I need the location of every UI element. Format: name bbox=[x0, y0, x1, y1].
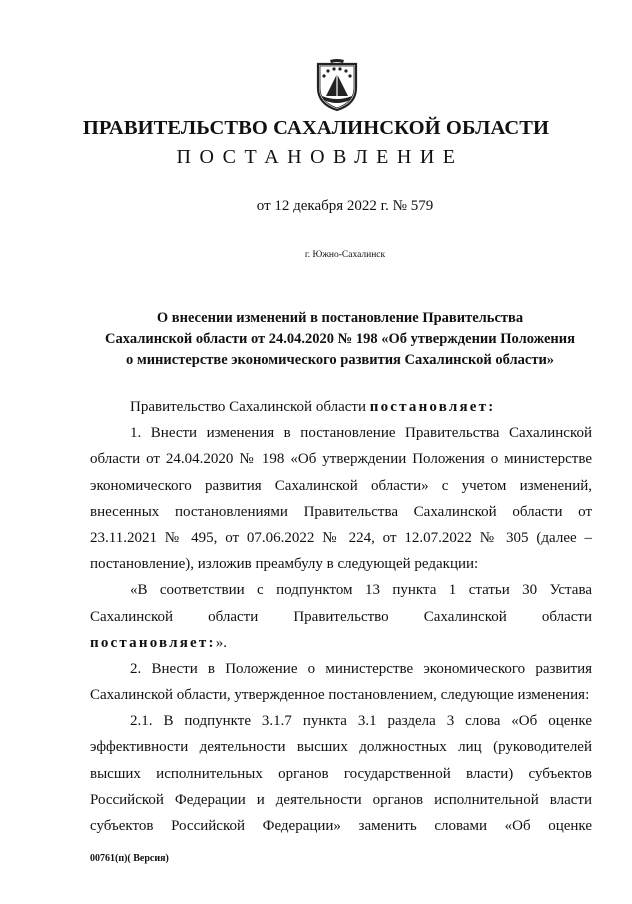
document-date-number: от 12 декабря 2022 г. № 579 bbox=[256, 198, 434, 214]
subject-line: Сахалинской области от 24.04.2020 № 198 «Об утверждении Положения bbox=[105, 331, 575, 347]
paragraph-line: экономического развития Сахалинской области» с учетом изменений, bbox=[90, 477, 592, 494]
quote-line: «В соответствии с подпунктом 13 пункта 1 статьи 30 Устава bbox=[130, 582, 592, 599]
paragraph-line: 2.1. В подпункте 3.1.7 пункта 3.1 раздела 3 слова «Об оценке bbox=[130, 713, 592, 730]
document-city: г. Южно-Сахалинск bbox=[304, 250, 386, 260]
sakhalin-coat-of-arms-icon bbox=[314, 58, 360, 112]
quote-decree: постановляет: bbox=[90, 634, 216, 651]
paragraph-line: постановление), изложив преамбулу в следующей редакции: bbox=[90, 556, 479, 573]
paragraph-line: высших исполнительных органов государственной власти) субъектов bbox=[90, 765, 592, 782]
quote-line: Сахалинской области Правительство Сахалинской области bbox=[90, 608, 592, 625]
paragraph-line: субъектов Российской Федерации» заменить словами «Об оценке bbox=[90, 818, 592, 834]
paragraph-line: 2. Внести в Положение о министерстве экономического развития bbox=[130, 660, 592, 677]
quote-decree-line bbox=[90, 630, 592, 656]
paragraph-line: области от 24.04.2020 № 198 «Об утверждении Положения о министерстве bbox=[90, 451, 592, 468]
preamble-decree: постановляет: bbox=[369, 399, 496, 415]
quote-end: ». bbox=[215, 634, 227, 651]
paragraph-line: 23.11.2021 № 495, от 07.06.2022 № 224, от 12.07.2022 № 305 (далее – bbox=[90, 529, 592, 546]
subject-line: О внесении изменений в постановление Правительства bbox=[156, 310, 524, 326]
document-code: 00761(п)( Версия) bbox=[90, 853, 169, 864]
paragraph-line: Российской Федерации и деятельности органов исполнительной власти bbox=[90, 791, 592, 808]
paragraph-line: Сахалинской области, утвержденное постановлением, следующие изменения: bbox=[90, 687, 590, 704]
paragraph-line: эффективности деятельности высших должностных лиц (руководителей bbox=[90, 739, 592, 756]
document-body bbox=[90, 394, 592, 839]
document-type: ПОСТАНОВЛЕНИЕ bbox=[176, 146, 464, 168]
paragraph-line: 1. Внести изменения в постановление Правительства Сахалинской bbox=[130, 425, 592, 442]
document-subject bbox=[90, 308, 590, 371]
preamble bbox=[90, 394, 592, 420]
paragraph-line: внесенных постановлениями Правительства Сахалинской области от bbox=[90, 503, 592, 520]
preamble-text: Правительство Сахалинской области bbox=[130, 399, 370, 415]
subject-line: о министерстве экономического развития Сахалинской области» bbox=[125, 352, 555, 368]
government-title: ПРАВИТЕЛЬСТВО САХАЛИНСКОЙ ОБЛАСТИ bbox=[82, 117, 550, 139]
